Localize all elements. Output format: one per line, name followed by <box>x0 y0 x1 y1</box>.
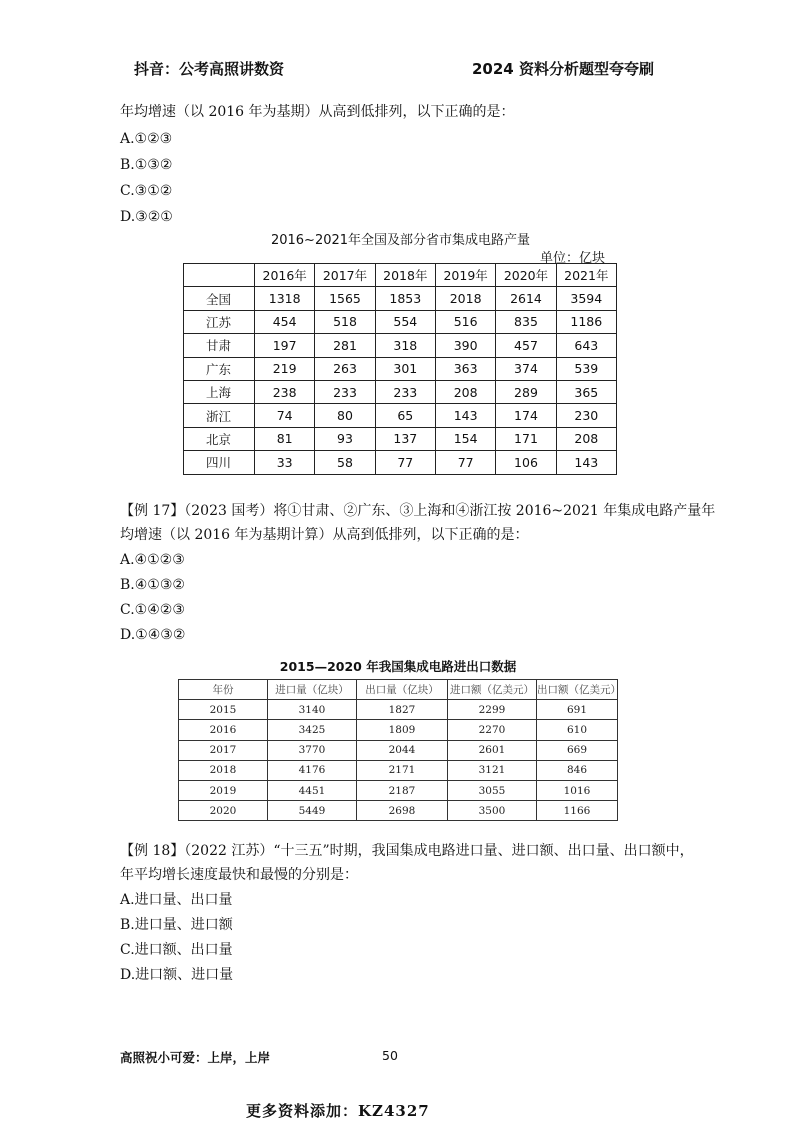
table-row <box>184 404 617 427</box>
table-cell: 174 <box>496 404 556 427</box>
table-cell: 33 <box>255 451 315 474</box>
table-row <box>184 310 617 333</box>
table-cell: 3770 <box>268 740 357 760</box>
table-cell: 318 <box>375 334 435 357</box>
table-cell: 1565 <box>315 287 375 310</box>
table-row <box>179 720 618 740</box>
table-cell: 518 <box>315 310 375 333</box>
table-cell: 77 <box>435 451 495 474</box>
q18-option-a: A.进口量、出口量 <box>120 892 233 908</box>
table-cell: 北京 <box>184 427 255 450</box>
table-cell: 1016 <box>537 780 618 800</box>
table-cell: 浙江 <box>184 404 255 427</box>
table-header-row <box>179 680 618 700</box>
table-cell: 143 <box>435 404 495 427</box>
table-cell: 2171 <box>357 760 448 780</box>
q18-stem-line1: 【例 18】（2022 江苏）“十三五”时期，我国集成电路进口量、进口额、出口量、出口额中， <box>120 843 694 859</box>
table1 <box>183 263 617 475</box>
table-cell: 691 <box>537 700 618 720</box>
table-header-cell: 2020年 <box>496 264 556 287</box>
table-row <box>184 287 617 310</box>
table-cell: 2187 <box>357 780 448 800</box>
table-cell: 2601 <box>448 740 537 760</box>
table-cell: 143 <box>556 451 616 474</box>
table-cell: 390 <box>435 334 495 357</box>
table-cell: 197 <box>255 334 315 357</box>
table-cell: 208 <box>556 427 616 450</box>
table-cell: 516 <box>435 310 495 333</box>
table-row <box>179 801 618 821</box>
q-prev-stem: 年均增速（以 2016 年为基期）从高到低排列，以下正确的是： <box>120 104 515 120</box>
table-cell: 374 <box>496 357 556 380</box>
table-cell: 154 <box>435 427 495 450</box>
table2 <box>178 679 621 821</box>
table-header-cell: 年份 <box>179 680 268 700</box>
table-cell: 2016 <box>179 720 268 740</box>
table-cell: 230 <box>556 404 616 427</box>
table-row <box>179 760 618 780</box>
table-row <box>179 740 618 760</box>
table-cell: 2698 <box>357 801 448 821</box>
page-number: 50 <box>382 1048 398 1063</box>
table-cell: 457 <box>496 334 556 357</box>
q-prev-option-b: B.①③② <box>120 157 173 173</box>
table-header-cell: 进口量（亿块） <box>268 680 357 700</box>
table-cell: 3055 <box>448 780 537 800</box>
q18-option-b: B.进口量、进口额 <box>120 917 233 933</box>
table-cell: 77 <box>375 451 435 474</box>
table-cell: 208 <box>435 380 495 403</box>
table-header-cell <box>184 264 255 287</box>
table-cell: 846 <box>537 760 618 780</box>
table-row <box>184 380 617 403</box>
table-cell: 106 <box>496 451 556 474</box>
q17-option-d: D.①④③② <box>120 627 186 643</box>
table-cell: 2270 <box>448 720 537 740</box>
table-cell: 3140 <box>268 700 357 720</box>
table-cell: 1166 <box>537 801 618 821</box>
table-row <box>179 780 618 800</box>
table-header-cell: 2018年 <box>375 264 435 287</box>
table-row <box>184 334 617 357</box>
table-cell: 1827 <box>357 700 448 720</box>
table-cell: 1809 <box>357 720 448 740</box>
table1-unit: 单位：亿块 <box>540 251 606 266</box>
table-cell: 2020 <box>179 801 268 821</box>
table-row <box>184 427 617 450</box>
table-cell: 219 <box>255 357 315 380</box>
table-header-cell: 2019年 <box>435 264 495 287</box>
table-cell: 137 <box>375 427 435 450</box>
watermark-contact: 更多资料添加：KZ4327 <box>246 1102 430 1120</box>
table-cell: 2019 <box>179 780 268 800</box>
q17-stem-line1: 【例 17】（2023 国考）将①甘肃、②广东、③上海和④浙江按 2016~2021 年集成电路产量年 <box>120 503 716 519</box>
table-row <box>184 451 617 474</box>
table-cell: 65 <box>375 404 435 427</box>
table-header-cell: 出口量（亿块） <box>357 680 448 700</box>
q-prev-option-c: C.③①② <box>120 183 173 199</box>
table-cell: 81 <box>255 427 315 450</box>
footer-slogan: 高照祝小可爱：上岸，上岸 <box>120 1050 271 1065</box>
table-cell: 643 <box>556 334 616 357</box>
table-cell: 1186 <box>556 310 616 333</box>
q18-option-d: D.进口额、进口量 <box>120 967 234 983</box>
table-cell: 93 <box>315 427 375 450</box>
table-header-cell: 2021年 <box>556 264 616 287</box>
table-cell: 363 <box>435 357 495 380</box>
q17-option-a: A.④①②③ <box>120 552 185 568</box>
table-cell: 1853 <box>375 287 435 310</box>
table-cell: 171 <box>496 427 556 450</box>
table-cell: 1318 <box>255 287 315 310</box>
table-cell: 5449 <box>268 801 357 821</box>
table-cell: 233 <box>375 380 435 403</box>
table-cell: 58 <box>315 451 375 474</box>
table-header-cell: 出口额（亿美元） <box>537 680 618 700</box>
table-cell: 610 <box>537 720 618 740</box>
header-right: 2024 资料分析题型夸夸刷 <box>472 60 654 78</box>
table2-title: 2015—2020 年我国集成电路进出口数据 <box>279 659 517 674</box>
table-cell: 2018 <box>179 760 268 780</box>
table-header-cell: 进口额（亿美元） <box>448 680 537 700</box>
table-cell: 539 <box>556 357 616 380</box>
table-cell: 554 <box>375 310 435 333</box>
table-cell: 江苏 <box>184 310 255 333</box>
table-cell: 3500 <box>448 801 537 821</box>
table1-title: 2016~2021年全国及部分省市集成电路产量 <box>270 233 531 248</box>
table-header-row <box>184 264 617 287</box>
q17-stem-line2: 均增速（以 2016 年为基期计算）从高到低排列，以下正确的是： <box>120 527 529 543</box>
table-row <box>184 357 617 380</box>
table-cell: 365 <box>556 380 616 403</box>
table-cell: 233 <box>315 380 375 403</box>
table-cell: 甘肃 <box>184 334 255 357</box>
q-prev-option-a: A.①②③ <box>120 131 173 147</box>
q-prev-option-d: D.③②① <box>120 209 173 225</box>
table-cell: 289 <box>496 380 556 403</box>
table-cell: 301 <box>375 357 435 380</box>
table-cell: 80 <box>315 404 375 427</box>
header-left: 抖音：公考高照讲数资 <box>134 60 285 78</box>
q18-option-c: C.进口额、出口量 <box>120 942 233 958</box>
table-cell: 2299 <box>448 700 537 720</box>
table-cell: 四川 <box>184 451 255 474</box>
table-cell: 3425 <box>268 720 357 740</box>
table-cell: 广东 <box>184 357 255 380</box>
table-cell: 2044 <box>357 740 448 760</box>
table-cell: 4451 <box>268 780 357 800</box>
table-cell: 74 <box>255 404 315 427</box>
table-cell: 454 <box>255 310 315 333</box>
table-cell: 2614 <box>496 287 556 310</box>
table-cell: 上海 <box>184 380 255 403</box>
q17-option-b: B.④①③② <box>120 577 185 593</box>
table-cell: 263 <box>315 357 375 380</box>
table-header-cell: 2017年 <box>315 264 375 287</box>
table-cell: 全国 <box>184 287 255 310</box>
table-header-cell: 2016年 <box>255 264 315 287</box>
table-row <box>179 700 618 720</box>
table-cell: 2018 <box>435 287 495 310</box>
table-cell: 2017 <box>179 740 268 760</box>
q18-stem-line2: 年平均增长速度最快和最慢的分别是： <box>120 867 358 883</box>
table-cell: 669 <box>537 740 618 760</box>
table-cell: 281 <box>315 334 375 357</box>
table-cell: 238 <box>255 380 315 403</box>
table-cell: 2015 <box>179 700 268 720</box>
table-cell: 835 <box>496 310 556 333</box>
table-cell: 3121 <box>448 760 537 780</box>
q17-option-c: C.①④②③ <box>120 602 185 618</box>
table-cell: 4176 <box>268 760 357 780</box>
table-cell: 3594 <box>556 287 616 310</box>
